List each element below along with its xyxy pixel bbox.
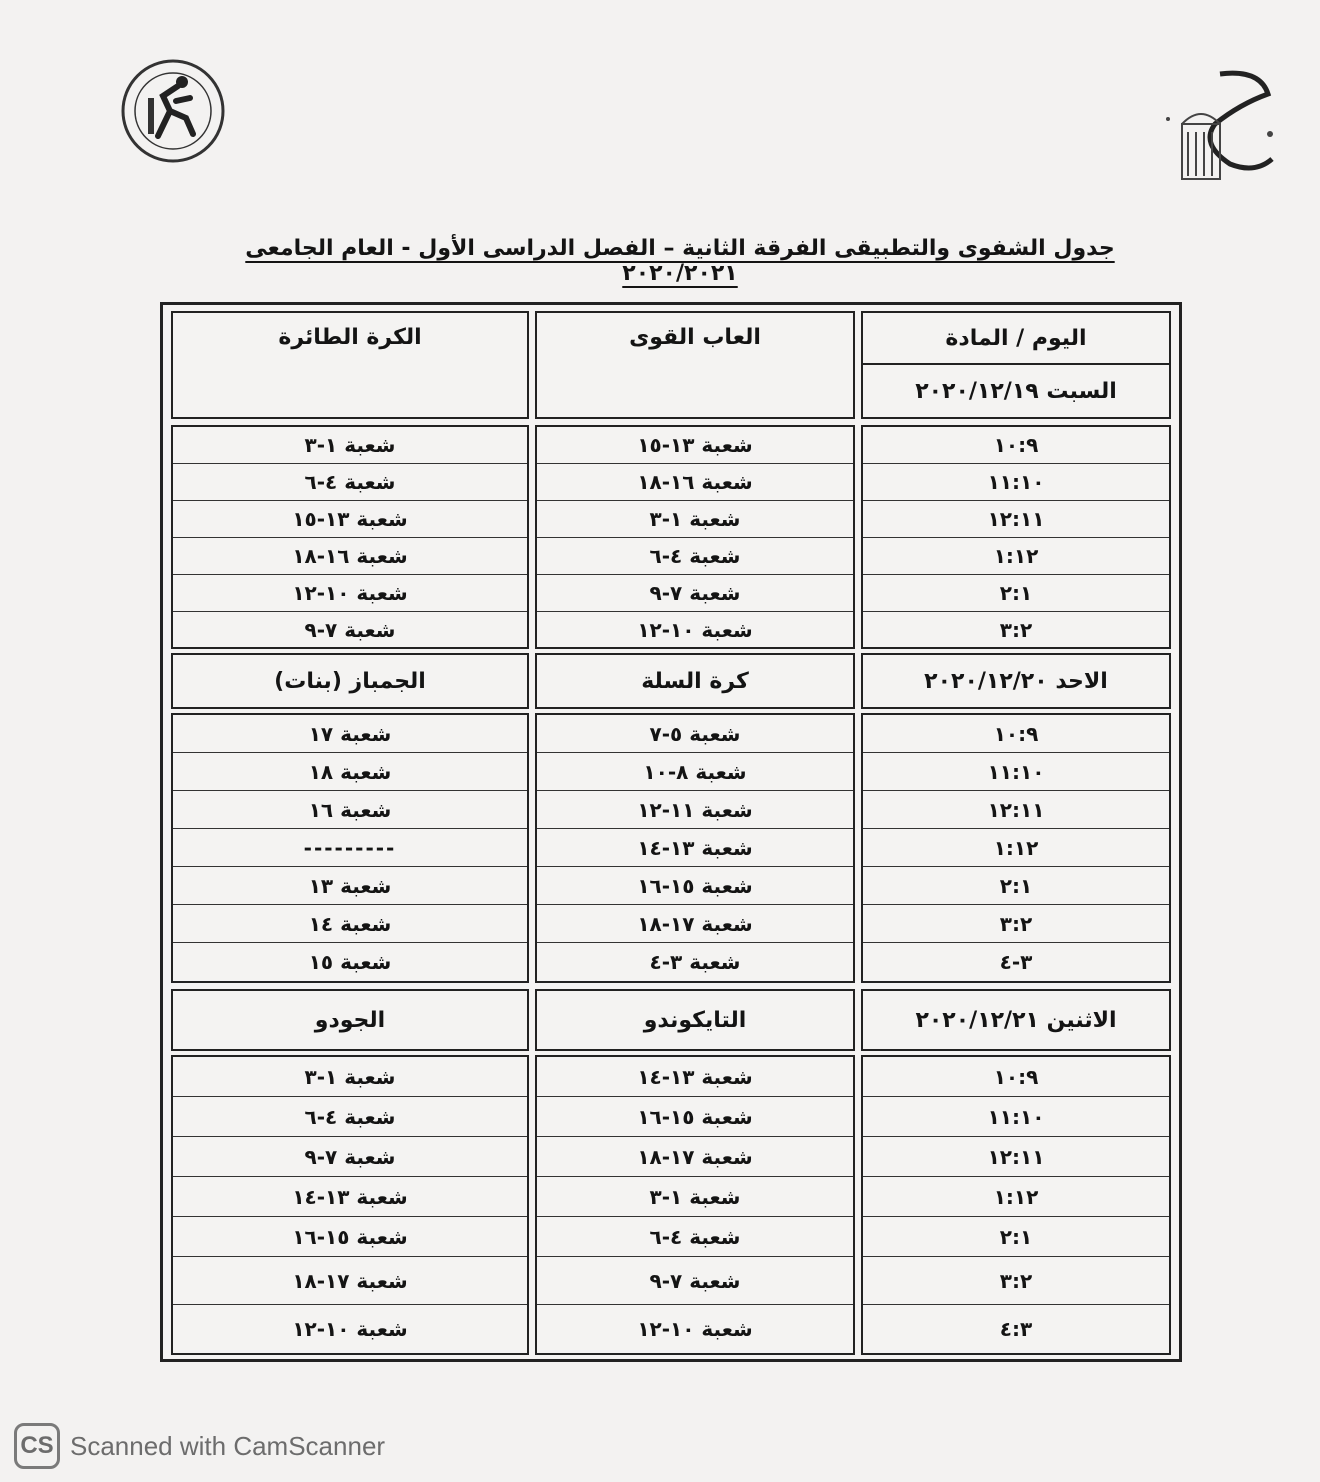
time-cell: ١١:١٠ — [863, 753, 1169, 791]
subject-label: التايكوندو — [643, 1007, 747, 1033]
subject-label: الجودو — [314, 1007, 386, 1033]
group-cell: شعبة ٨-١٠ — [537, 753, 853, 791]
group-cell: شعبة ١٨ — [173, 753, 527, 791]
day-subject-label: اليوم / المادة — [863, 313, 1169, 365]
time-cell: ٣-٤ — [999, 950, 1033, 974]
group-column — [535, 425, 855, 649]
group-cell: شعبة ١٠-١٢ — [637, 1317, 753, 1341]
time-cell: ١:١٢ — [863, 829, 1169, 867]
group-cell: شعبة ١٣-١٤ — [537, 1057, 853, 1097]
subject-column — [171, 311, 529, 419]
group-cell: شعبة ٧-٩ — [173, 1137, 527, 1177]
group-cell: شعبة ١٧-١٨ — [537, 1137, 853, 1177]
group-column — [171, 1055, 529, 1355]
empty-group-cell: --------- — [173, 829, 527, 867]
camscanner-icon: CS — [14, 1423, 60, 1469]
subject-column — [535, 653, 855, 709]
group-cell: شعبة ١٣-١٤ — [173, 1177, 527, 1217]
group-cell: شعبة ١٥-١٦ — [537, 1097, 853, 1137]
day-label: السبت ٢٠٢٠/١٢/١٩ — [915, 378, 1117, 404]
university-logo — [1160, 64, 1290, 192]
time-cell: ١١:١٠ — [863, 1097, 1169, 1137]
group-cell: شعبة ١٧-١٨ — [537, 905, 853, 943]
group-cell: شعبة ٣-٤ — [649, 950, 741, 974]
time-cell: ٢:١ — [863, 867, 1169, 905]
time-cell: ٣:٢ — [863, 1257, 1169, 1305]
time-cell: ٣:٢ — [999, 617, 1033, 642]
group-cell: شعبة ١٦-١٨ — [173, 538, 527, 575]
subject-label: الكرة الطائرة — [278, 324, 422, 350]
group-cell: شعبة ١٠-١٢ — [292, 1317, 408, 1341]
group-cell: شعبة ١٧ — [173, 715, 527, 753]
day-label: الاثنين ٢٠٢٠/١٢/٢١ — [915, 1007, 1117, 1033]
day-column — [861, 989, 1171, 1051]
time-cell: ٣:٢ — [863, 905, 1169, 943]
subject-label: كرة السلة — [641, 668, 749, 694]
watermark-text: Scanned with CamScanner — [70, 1430, 386, 1461]
time-cell: ١١:١٠ — [863, 464, 1169, 501]
time-cell: ١٢:١١ — [863, 501, 1169, 538]
sunday-header — [171, 653, 1171, 709]
time-column — [861, 713, 1171, 983]
group-cell: شعبة ١١-١٢ — [537, 791, 853, 829]
subject-column — [535, 989, 855, 1051]
subject-column — [535, 311, 855, 419]
page-title: جدول الشفوى والتطبيقى الفرقة الثانية – الفصل الدراسى الأول - العام الجامعى ٢٠٢٠/٢٠٢١ — [245, 236, 1115, 286]
group-cell: شعبة ١-٣ — [173, 1057, 527, 1097]
group-cell: شعبة ١٣ — [173, 867, 527, 905]
time-cell: ١:١٢ — [863, 1177, 1169, 1217]
schedule-table — [160, 302, 1182, 1362]
camscanner-watermark — [14, 1420, 385, 1472]
group-cell: شعبة ٤-٦ — [537, 1217, 853, 1257]
group-cell: شعبة ٤-٦ — [537, 538, 853, 575]
group-cell: شعبة ١٧-١٨ — [173, 1257, 527, 1305]
subject-label: العاب القوى — [629, 324, 761, 350]
sunday-rows — [171, 713, 1171, 983]
time-cell: ١٠:٩ — [863, 427, 1169, 464]
group-cell: شعبة ١٠-١٢ — [173, 575, 527, 612]
subject-label: الجمباز (بنات) — [274, 668, 426, 694]
header-block — [171, 311, 1171, 419]
group-cell: شعبة ١-٣ — [537, 1177, 853, 1217]
time-cell: ١٢:١١ — [863, 791, 1169, 829]
group-cell: شعبة ١٥-١٦ — [537, 867, 853, 905]
saturday-rows — [171, 425, 1171, 649]
group-cell: شعبة ١٥ — [308, 950, 392, 974]
group-cell: شعبة ١٥-١٦ — [173, 1217, 527, 1257]
group-cell: شعبة ١٤ — [173, 905, 527, 943]
sports-faculty-logo — [118, 56, 228, 166]
time-cell: ١٢:١١ — [863, 1137, 1169, 1177]
day-label: الاحد ٢٠٢٠/١٢/٢٠ — [924, 668, 1108, 694]
group-cell: شعبة ١-٣ — [173, 427, 527, 464]
time-cell: ١:١٢ — [863, 538, 1169, 575]
group-column — [171, 425, 529, 649]
group-column — [535, 713, 855, 983]
time-column — [861, 425, 1171, 649]
group-cell: شعبة ١٦-١٨ — [537, 464, 853, 501]
subject-column — [171, 653, 529, 709]
group-cell: شعبة ١٠-١٢ — [637, 617, 753, 642]
time-cell: ١٠:٩ — [863, 715, 1169, 753]
group-cell: شعبة ١-٣ — [537, 501, 853, 538]
group-cell: شعبة ٤-٦ — [173, 464, 527, 501]
group-column — [171, 713, 529, 983]
monday-rows — [171, 1055, 1171, 1355]
group-column — [535, 1055, 855, 1355]
time-cell: ٢:١ — [863, 575, 1169, 612]
group-cell: شعبة ١٣-١٥ — [173, 501, 527, 538]
group-cell: شعبة ٧-٩ — [537, 575, 853, 612]
monday-header — [171, 989, 1171, 1051]
group-cell: شعبة ٧-٩ — [304, 617, 396, 642]
group-cell: شعبة ٧-٩ — [537, 1257, 853, 1305]
time-cell: ٢:١ — [863, 1217, 1169, 1257]
day-column — [861, 653, 1171, 709]
time-column — [861, 1055, 1171, 1355]
group-cell: شعبة ١٣-١٤ — [537, 829, 853, 867]
day-column — [861, 311, 1171, 419]
time-cell: ٤:٣ — [999, 1317, 1033, 1341]
group-cell: شعبة ١٦ — [173, 791, 527, 829]
group-cell: شعبة ٥-٧ — [537, 715, 853, 753]
group-cell: شعبة ١٣-١٥ — [537, 427, 853, 464]
time-cell: ١٠:٩ — [863, 1057, 1169, 1097]
group-cell: شعبة ٤-٦ — [173, 1097, 527, 1137]
subject-column — [171, 989, 529, 1051]
